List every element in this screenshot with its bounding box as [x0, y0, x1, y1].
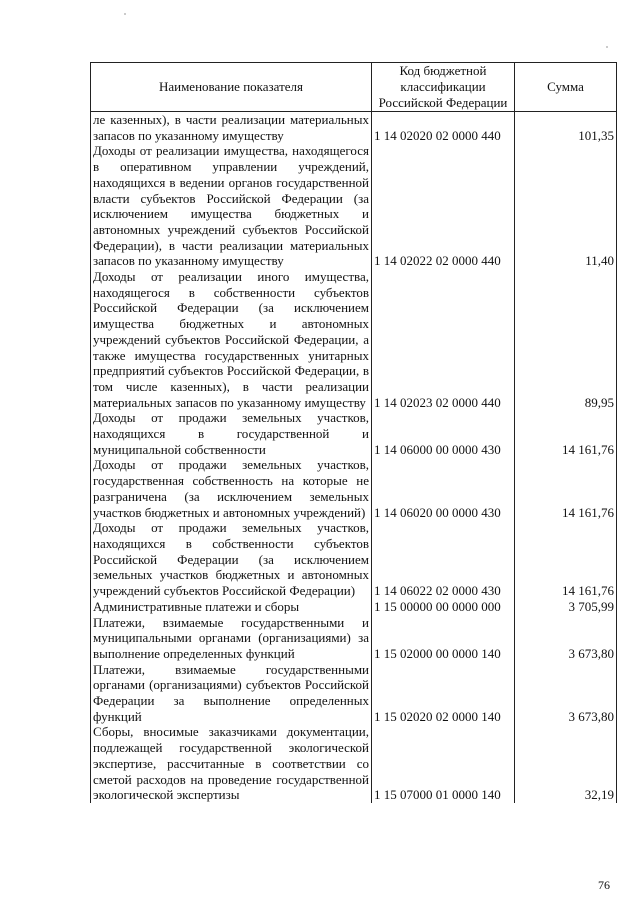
row-name: ле казенных), в части реализации материальных запасов по указанному имуществу [91, 112, 372, 144]
table-row [91, 143, 617, 269]
row-code: 1 14 02020 02 0000 440 [372, 112, 515, 144]
budget-table [90, 62, 617, 803]
row-sum: 14 161,76 [515, 520, 617, 599]
row-name: Доходы от продажи земельных участков, государственная собственность на которые не разграничена (за исключением земельных участков бюджетных и автономных учреждений) [91, 457, 372, 520]
row-name: Платежи, взимаемые государственными и муниципальными органами (организациями) за выполнение определенных функций [91, 615, 372, 662]
row-code: 1 15 07000 01 0000 140 [372, 724, 515, 803]
page-number: 76 [598, 878, 610, 892]
row-sum: 32,19 [515, 724, 617, 803]
table-row [91, 662, 617, 725]
header-budget-code: Код бюджетной классификации Российской Федерации [372, 63, 515, 112]
table-row [91, 724, 617, 803]
row-name: Сборы, вносимые заказчиками документации, подлежащей государственной экологической экспертизе, рассчитанные в соответствии со сметой расходов на проведение государственной экологической экспертизы [91, 724, 372, 803]
table-row [91, 599, 617, 615]
row-code: 1 14 02022 02 0000 440 [372, 143, 515, 269]
row-sum: 89,95 [515, 269, 617, 410]
row-sum: 11,40 [515, 143, 617, 269]
table-row [91, 520, 617, 599]
row-sum: 14 161,76 [515, 410, 617, 457]
table-header-row [91, 63, 617, 112]
row-code: 1 14 06020 00 0000 430 [372, 457, 515, 520]
row-sum: 3 705,99 [515, 599, 617, 615]
header-indicator-name: Наименование показателя [91, 63, 372, 112]
scan-speck [124, 13, 126, 15]
row-name: Платежи, взимаемые государственными органами (организациями) субъектов Российской Федерации за выполнение определенных функций [91, 662, 372, 725]
scan-speck [606, 46, 608, 48]
row-name: Доходы от продажи земельных участков, находящихся в собственности субъектов Российской Федерации (за исключением земельных участков бюджетных и автономных учреждений субъектов Российской Федерации) [91, 520, 372, 599]
row-code: 1 15 02000 00 0000 140 [372, 615, 515, 662]
row-sum: 3 673,80 [515, 662, 617, 725]
row-name: Доходы от реализации иного имущества, находящегося в собственности субъектов Российской Федерации (за исключением имущества бюджетных и автономных учреждений субъектов Российской Федерации, а также имущества государственных унитарных предприятий субъектов Российской Федерации, в том числе казенных), в части реализации материальных запасов по указанному имуществу [91, 269, 372, 410]
row-code: 1 15 00000 00 0000 000 [372, 599, 515, 615]
row-code: 1 14 06022 02 0000 430 [372, 520, 515, 599]
table-row [91, 269, 617, 410]
row-sum: 101,35 [515, 112, 617, 144]
table-row [91, 457, 617, 520]
header-sum: Сумма [515, 63, 617, 112]
row-name: Доходы от продажи земельных участков, находящихся в государственной и муниципальной собственности [91, 410, 372, 457]
row-code: 1 14 06000 00 0000 430 [372, 410, 515, 457]
row-sum: 3 673,80 [515, 615, 617, 662]
table-row [91, 410, 617, 457]
row-code: 1 15 02020 02 0000 140 [372, 662, 515, 725]
row-sum: 14 161,76 [515, 457, 617, 520]
row-name: Доходы от реализации имущества, находящегося в оперативном управлении учреждений, находящихся в ведении органов государственной власти субъектов Российской Федерации (за исключением имущества бюджетных и автономных учреждений субъектов Российской Федерации), в части реализации материальных запасов по указанному имуществу [91, 143, 372, 269]
table-row [91, 112, 617, 144]
row-name: Административные платежи и сборы [91, 599, 372, 615]
row-code: 1 14 02023 02 0000 440 [372, 269, 515, 410]
table-row [91, 615, 617, 662]
